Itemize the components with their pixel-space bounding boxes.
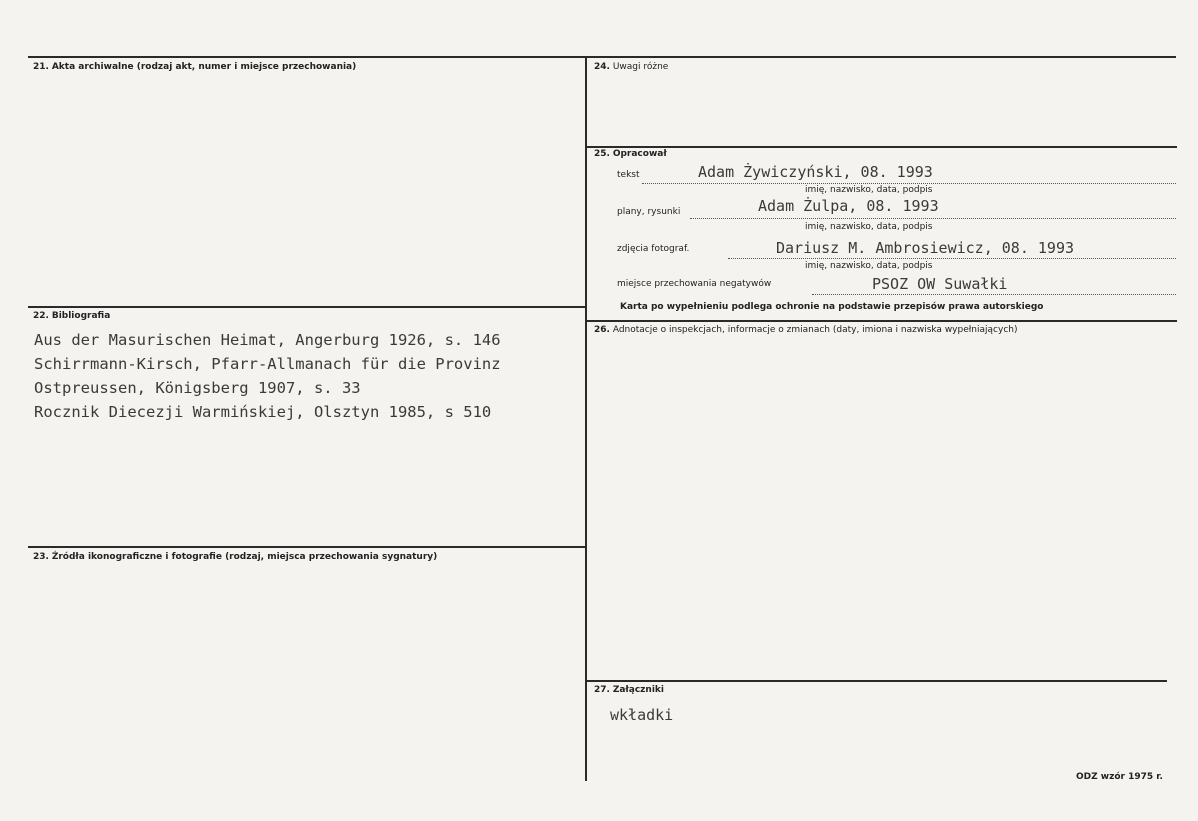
section-24-title: 24. Uwagi różne bbox=[594, 62, 669, 72]
tekst-caption: imię, nazwisko, data, podpis bbox=[805, 185, 933, 195]
center-rule bbox=[585, 56, 587, 781]
copyright-notice: Karta po wypełnieniu podlega ochronie na podstawie przepisów prawa autorskiego bbox=[620, 302, 1044, 312]
plany-caption: imię, nazwisko, data, podpis bbox=[805, 222, 933, 232]
bibliography-list bbox=[34, 331, 501, 427]
zdjecia-caption: imię, nazwisko, data, podpis bbox=[805, 261, 933, 271]
plany-label: plany, rysunki bbox=[617, 207, 681, 217]
rule-27-top bbox=[587, 680, 1167, 682]
negatywy-label: miejsce przechowania negatywów bbox=[617, 279, 772, 289]
negatywy-value: PSOZ OW Suwałki bbox=[872, 275, 1008, 293]
tekst-label: tekst bbox=[617, 170, 640, 180]
section-22-title: 22. Bibliografia bbox=[33, 311, 111, 321]
rule-25-top bbox=[587, 146, 1177, 148]
section-21-title: 21. Akta archiwalne (rodzaj akt, numer i miejsce przechowania) bbox=[33, 62, 357, 72]
zdjecia-dotted-line bbox=[728, 258, 1176, 259]
plany-value: Adam Żulpa, 08. 1993 bbox=[758, 197, 939, 215]
attachments-value: wkładki bbox=[610, 706, 674, 724]
tekst-value: Adam Żywiczyński, 08. 1993 bbox=[698, 163, 933, 181]
rule-23-top bbox=[28, 546, 585, 548]
section-26-title: 26. Adnotacje o inspekcjach, informacje o zmianach (daty, imiona i nazwiska wypełniających) bbox=[594, 325, 1018, 335]
tekst-dotted-line bbox=[642, 183, 1176, 184]
rule-26-top bbox=[587, 320, 1177, 322]
plany-dotted-line bbox=[690, 218, 1176, 219]
form-footer: ODZ wzór 1975 r. bbox=[1076, 772, 1163, 782]
bibliography-entry: Schirrmann-Kirsch, Pfarr-Allmanach für die Provinz bbox=[34, 355, 501, 373]
bibliography-entry: Aus der Masurischen Heimat, Angerburg 1926, s. 146 bbox=[34, 331, 501, 349]
section-25-title: 25. Opracował bbox=[594, 149, 667, 159]
rule-22-top bbox=[28, 306, 585, 308]
top-rule bbox=[28, 56, 1176, 58]
bibliography-entry: Rocznik Diecezji Warmińskiej, Olsztyn 1985, s 510 bbox=[34, 403, 492, 421]
section-27-title: 27. Załączniki bbox=[594, 685, 664, 695]
negatywy-dotted-line bbox=[812, 294, 1176, 295]
bibliography-entry: Ostpreussen, Königsberg 1907, s. 33 bbox=[34, 379, 361, 397]
zdjecia-value: Dariusz M. Ambrosiewicz, 08. 1993 bbox=[776, 239, 1075, 257]
zdjecia-label: zdjęcia fotograf. bbox=[617, 244, 690, 254]
section-23-title: 23. Źródła ikonograficzne i fotografie (rodzaj, miejsca przechowania sygnatury) bbox=[33, 552, 438, 562]
